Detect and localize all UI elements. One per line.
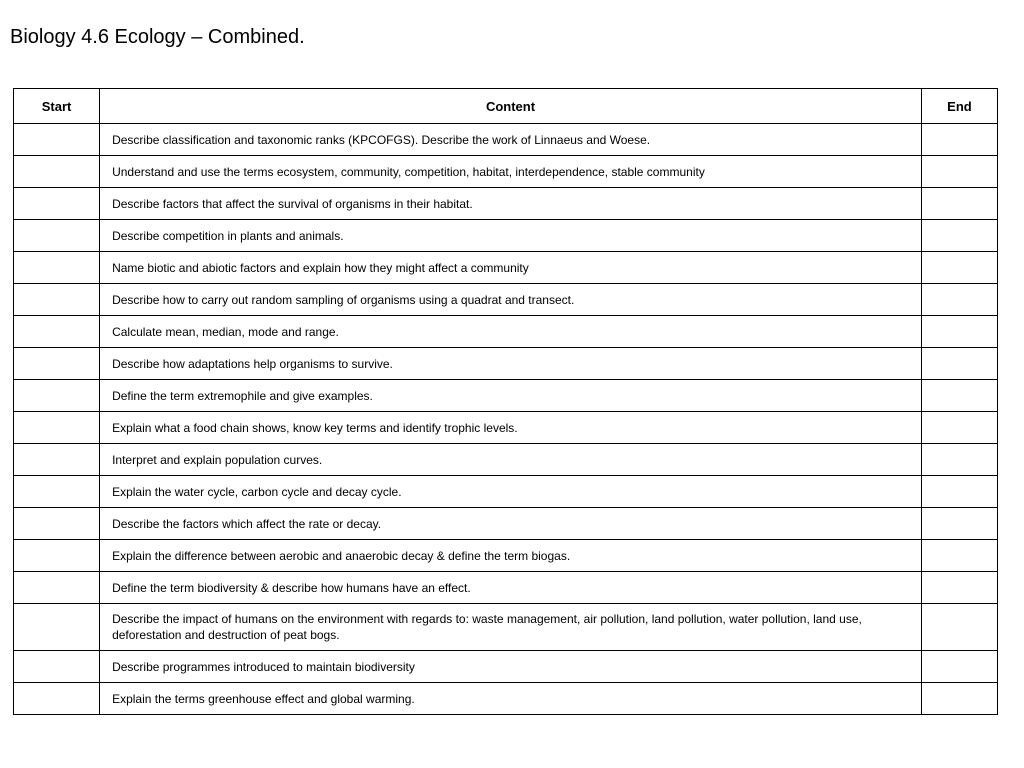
content-cell: Describe how adaptations help organisms to survive. <box>100 348 922 380</box>
table-row <box>14 604 998 651</box>
table-row <box>14 508 998 540</box>
checklist-table <box>13 88 998 715</box>
end-cell[interactable] <box>921 188 997 220</box>
start-cell[interactable] <box>14 444 100 476</box>
end-cell[interactable] <box>921 651 997 683</box>
content-cell: Describe programmes introduced to maintain biodiversity <box>100 651 922 683</box>
end-cell[interactable] <box>921 348 997 380</box>
start-cell[interactable] <box>14 156 100 188</box>
start-cell[interactable] <box>14 476 100 508</box>
content-cell: Describe classification and taxonomic ranks (KPCOFGS). Describe the work of Linnaeus and Woese. <box>100 124 922 156</box>
table-row <box>14 220 998 252</box>
start-cell[interactable] <box>14 651 100 683</box>
content-cell: Describe the factors which affect the rate or decay. <box>100 508 922 540</box>
content-cell: Explain the difference between aerobic and anaerobic decay & define the term biogas. <box>100 540 922 572</box>
content-cell: Explain the water cycle, carbon cycle and decay cycle. <box>100 476 922 508</box>
content-cell: Describe competition in plants and animals. <box>100 220 922 252</box>
content-column-header: Content <box>100 89 922 124</box>
table-row <box>14 540 998 572</box>
table-row <box>14 188 998 220</box>
content-cell: Describe the impact of humans on the environment with regards to: waste management, air pollution, land pollution, water pollution, land use, deforestation and destruction of peat bogs. <box>100 604 922 651</box>
start-cell[interactable] <box>14 316 100 348</box>
end-cell[interactable] <box>921 284 997 316</box>
table-row <box>14 124 998 156</box>
end-cell[interactable] <box>921 252 997 284</box>
end-cell[interactable] <box>921 476 997 508</box>
end-column-header: End <box>921 89 997 124</box>
table-row <box>14 156 998 188</box>
table-row <box>14 348 998 380</box>
end-cell[interactable] <box>921 604 997 651</box>
content-cell: Define the term extremophile and give examples. <box>100 380 922 412</box>
content-cell: Explain the terms greenhouse effect and global warming. <box>100 683 922 715</box>
page-title: Biology 4.6 Ecology – Combined. <box>10 26 305 48</box>
start-cell[interactable] <box>14 412 100 444</box>
start-cell[interactable] <box>14 252 100 284</box>
start-cell[interactable] <box>14 508 100 540</box>
start-cell[interactable] <box>14 540 100 572</box>
content-cell: Interpret and explain population curves. <box>100 444 922 476</box>
end-cell[interactable] <box>921 444 997 476</box>
table-row <box>14 380 998 412</box>
end-cell[interactable] <box>921 572 997 604</box>
table-row <box>14 572 998 604</box>
table-row <box>14 476 998 508</box>
table-row <box>14 683 998 715</box>
start-cell[interactable] <box>14 604 100 651</box>
start-cell[interactable] <box>14 220 100 252</box>
content-cell: Define the term biodiversity & describe how humans have an effect. <box>100 572 922 604</box>
start-cell[interactable] <box>14 188 100 220</box>
end-cell[interactable] <box>921 683 997 715</box>
start-cell[interactable] <box>14 683 100 715</box>
end-cell[interactable] <box>921 508 997 540</box>
start-column-header: Start <box>14 89 100 124</box>
end-cell[interactable] <box>921 540 997 572</box>
table-header-row <box>14 89 998 124</box>
content-cell: Explain what a food chain shows, know key terms and identify trophic levels. <box>100 412 922 444</box>
content-cell: Name biotic and abiotic factors and explain how they might affect a community <box>100 252 922 284</box>
start-cell[interactable] <box>14 380 100 412</box>
start-cell[interactable] <box>14 124 100 156</box>
content-cell: Understand and use the terms ecosystem, community, competition, habitat, interdependence, stable community <box>100 156 922 188</box>
start-cell[interactable] <box>14 284 100 316</box>
start-cell[interactable] <box>14 348 100 380</box>
table-row <box>14 284 998 316</box>
content-cell: Calculate mean, median, mode and range. <box>100 316 922 348</box>
end-cell[interactable] <box>921 124 997 156</box>
start-cell[interactable] <box>14 572 100 604</box>
table-row <box>14 444 998 476</box>
table-row <box>14 412 998 444</box>
end-cell[interactable] <box>921 380 997 412</box>
content-cell: Describe how to carry out random sampling of organisms using a quadrat and transect. <box>100 284 922 316</box>
content-cell: Describe factors that affect the survival of organisms in their habitat. <box>100 188 922 220</box>
table-row <box>14 316 998 348</box>
end-cell[interactable] <box>921 220 997 252</box>
end-cell[interactable] <box>921 316 997 348</box>
table-row <box>14 252 998 284</box>
end-cell[interactable] <box>921 412 997 444</box>
end-cell[interactable] <box>921 156 997 188</box>
table-row <box>14 651 998 683</box>
